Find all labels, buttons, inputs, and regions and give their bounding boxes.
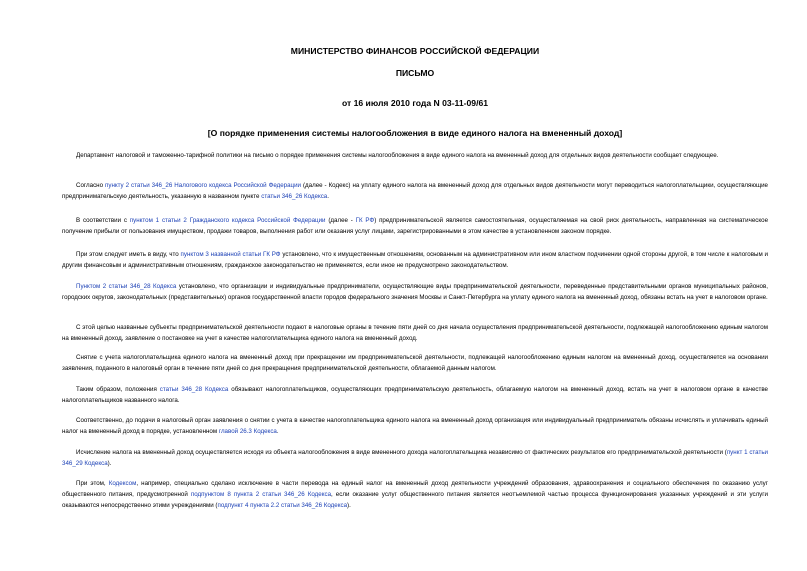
- link-civil-code-art-2-p3[interactable]: пунктом 3 названной статьи ГК РФ: [180, 251, 281, 258]
- paragraph-text: ) предпринимательской является самостоятельная, осуществляемая на свой риск деятельность, направленная на систематическое получение прибыли от пользования имуществом, продажи товаров, выполнения работ или оказания услуг лицами, зарегистрированными в этом качестве в установленном законом порядке.: [62, 217, 769, 235]
- link-article-346-28-p2[interactable]: Пунктом 2 статьи 346_28 Кодекса: [76, 283, 177, 290]
- paragraph-2: [62, 180, 768, 202]
- paragraph-5: [62, 281, 768, 303]
- paragraph-text: При этом,: [76, 480, 109, 487]
- paragraph-7: [62, 352, 768, 374]
- document-type-heading: ПИСЬМО: [395, 68, 435, 78]
- paragraph-3: [62, 215, 768, 237]
- paragraph-text: При этом следует иметь в виду, что: [76, 251, 181, 258]
- paragraph-text: Исчисление налога на вмененный доход осуществляется исходя из объекта налогообложения в виде вмененного дохода налогоплательщика независимо от фактических результатов его предпринимательской деятельности (: [76, 449, 727, 456]
- link-article-346-26-p2-sp8[interactable]: подпунктом 8 пункта 2 статьи 346_26 Кодекса: [190, 491, 332, 498]
- link-article-346-26[interactable]: статьи 346_26 Кодекса: [261, 193, 328, 200]
- link-chapter-26-3[interactable]: главой 26.3 Кодекса: [218, 428, 277, 435]
- paragraph-8: [62, 384, 768, 406]
- paragraph-10: [62, 447, 768, 469]
- document-title: [О порядке применения системы налогообложения в виде единого налога на вмененный доход]: [207, 128, 623, 138]
- paragraph-text: (далее -: [325, 217, 356, 224]
- paragraph-text: обязывают налогоплательщиков, осуществляющих предпринимательскую деятельность, облагаемую налогом на вмененный доход, встать на учет в налоговом органе в качестве налогоплательщиков названного налога.: [62, 386, 768, 404]
- paragraph-9: [62, 415, 768, 437]
- paragraph-text: .: [276, 428, 279, 435]
- paragraph-text: (далее - Кодекс) на уплату единого налога на вмененный доход для отдельных видов деятельности могут переводиться налогоплательщики, осуществляющие предпринимательскую деятельность, указанную в названном пункте: [62, 182, 768, 200]
- paragraph-text: установлено, что организации и индивидуальные предприниматели, осуществляющие виды предпринимательской деятельности, переведенные представительными органов муниципальных районов, городских округов, законодательных (представительных) органов государственной власти городов федерального значения Москвы и Санкт-Петербурга на уплату единого налога на вмененный доход, обязаны встать на учет в налоговом органе.: [62, 283, 769, 301]
- paragraph-4: [62, 249, 768, 271]
- paragraph-text: С этой целью названные субъекты предпринимательской деятельности подают в налоговые органы в течение пяти дней со дня начала осуществления предпринимательской деятельности, подлежащей налогообложению единым налогом на вмененный доход, заявление о постановке на учет в качестве налогоплательщика единого налога на вмененный доход.: [62, 324, 768, 342]
- paragraph-text: В соответствии с: [76, 217, 130, 224]
- link-article-346-26-p2-2-sp4[interactable]: подпункт 4 пункта 2.2 статьи 346_26 Кодекса: [217, 502, 348, 509]
- paragraph-text: Снятие с учета налогоплательщика единого налога на вмененный доход при прекращении им предпринимательской деятельности, подлежащей налогообложению единым налогом на вмененный доход, осуществляется на основании заявления, поданного в налоговый орган в течение пяти дней со дня прекращения предпринимательской деятельности, облагаемой данным налогом.: [62, 354, 768, 372]
- paragraph-text: Согласно: [76, 182, 106, 189]
- paragraph-text: ).: [107, 460, 112, 467]
- link-article-346-29-p1[interactable]: пункт 1 статьи 346_29 Кодекса: [62, 449, 768, 467]
- link-tax-code[interactable]: Кодексом: [108, 480, 137, 487]
- paragraph-text: .: [327, 193, 329, 200]
- paragraph-1: [62, 150, 768, 161]
- link-tax-code-346-26-p2[interactable]: пункту 2 статьи 346_26 Налогового кодекса Российской Федерации: [105, 182, 302, 189]
- paragraph-6: [62, 322, 768, 344]
- paragraph-text: установлено, что к имущественным отношениям, основанным на административном или ином властном подчинении одной стороны другой, в том числе к налоговым и другим финансовым и административным отношениям, гражданское законодательство не применяется, если иное не предусмотрено законодательством.: [62, 251, 768, 269]
- paragraph-text: Соответственно, до подачи в налоговый орган заявления о снятии с учета в качестве налогоплательщика единого налога на вмененный доход организация или индивидуальный предприниматель обязаны исчислять и уплачивать единый налог на вмененный доход в порядке, установленном: [62, 417, 768, 435]
- paragraph-text: ).: [347, 502, 351, 509]
- paragraph-text: Департамент налоговой и таможенно-тарифной политики на письмо о порядке применения системы налогообложения в виде единого налога на вмененный доход для отдельных видов деятельности сообщает следующее.: [76, 152, 719, 159]
- ministry-heading: МИНИСТЕРСТВО ФИНАНСОВ РОССИЙСКОЙ ФЕДЕРАЦИИ: [290, 46, 540, 56]
- link-civil-code[interactable]: ГК РФ: [355, 217, 375, 224]
- date-number-heading: от 16 июля 2010 года N 03-11-09/61: [341, 98, 489, 108]
- paragraph-text: , если оказание услуг общественного питания является неотъемлемой частью процесса функционирования указанных учреждений и эти услуги оказываются непосредственно этими учреждениями (: [62, 491, 768, 509]
- paragraph-text: , например, специально сделано исключение в части перевода на единый налог на вмененный доход деятельности учреждений образования, здравоохранения и социального обеспечения по оказанию услуг общественного питания, предусмотренной: [62, 480, 769, 498]
- link-article-346-28[interactable]: статьи 346_28 Кодекса: [159, 386, 229, 393]
- paragraph-11: [62, 478, 768, 511]
- paragraph-text: Таким образом, положения: [76, 386, 160, 393]
- link-civil-code-art-2[interactable]: пунктом 1 статьи 2 Гражданского кодекса Российской Федерации: [129, 217, 326, 224]
